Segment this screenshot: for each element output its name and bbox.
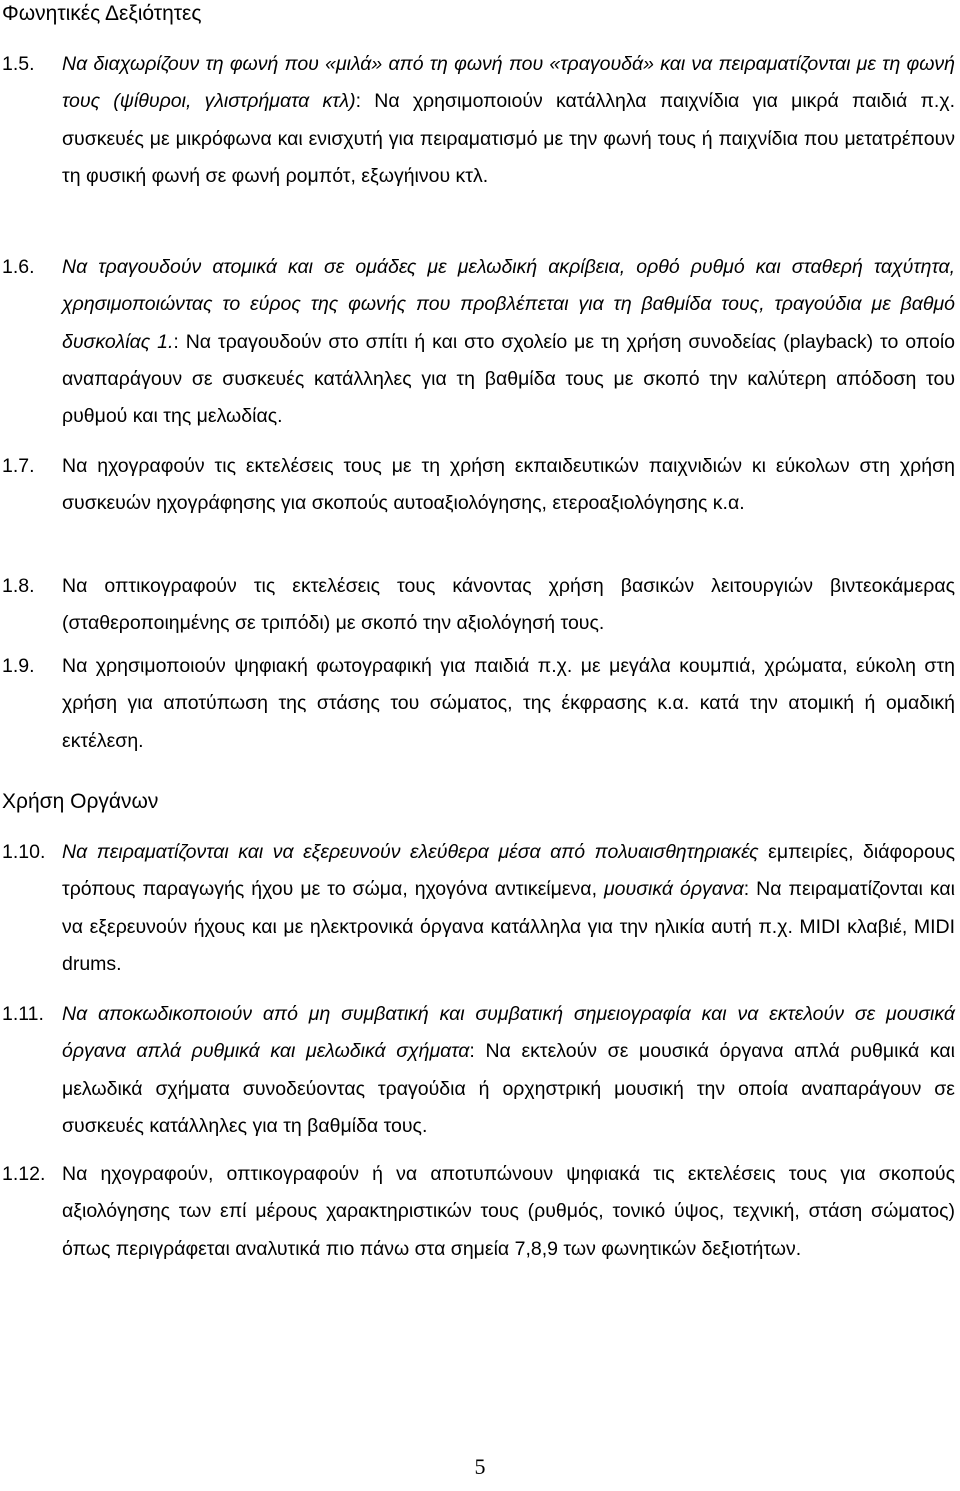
item-objective: Να αποκωδικοποιούν από μη συμβατική και συμβατική σημειογραφία και να εκτελούν σε μουσικά όργανα απλά ρυθμικά και μελωδικά σχήματα [62, 1003, 955, 1063]
item-activity: εμπειρίες, διάφορους τρόπους παραγωγής ήχου με το σώμα, ηχογόνα αντικείμενα, [62, 841, 955, 901]
item-objective: Να τραγουδούν ατομικά και σε ομάδες με μελωδική ακρίβεια, ορθό ρυθμό και σταθερή ταχύτητα, χρησιμοποιώντας το εύρος της φωνής που προβλέπεται για τη βαθμίδα τους, τραγούδια με βαθμό δυσκολίας 1. [62, 256, 955, 353]
page-number: 5 [474, 1454, 486, 1479]
list-item-1-8 [0, 568, 960, 643]
item-number: 1.8. [2, 575, 35, 597]
item-number: 1.11. [2, 1003, 44, 1025]
item-objective: Να διαχωρίζουν τη φωνή που «μιλά» από τη φωνή που «τραγουδά» και να πειραματίζονται με τη φωνή τους (ψίθυροι, γλιστρήματα κτλ) [62, 53, 955, 113]
item-text [62, 648, 955, 760]
list-item-1-9 [0, 648, 960, 760]
list-item-1-11 [0, 996, 960, 1145]
item-text [62, 46, 955, 195]
list-item-1-10 [0, 834, 960, 983]
item-number: 1.6. [2, 256, 35, 278]
item-activity: : Να εκτελούν σε μουσικά όργανα απλά ρυθμικά και μελωδικά σχήματα συνοδεύοντας τραγούδια ή ορχηστρική μουσική την οποία αναπαράγουν σε συσκευές κατάλληλες για τη βαθμίδα τους. [62, 1040, 955, 1137]
item-text [62, 996, 955, 1145]
item-text [62, 1156, 955, 1268]
item-activity: : Να τραγουδούν στο σπίτι ή και στο σχολείο με τη χρήση συνοδείας (playback) το οποίο αναπαράγουν σε συσκευές κατάλληλες για τη βαθμίδα τους με σκοπό την καλύτερη απόδοση του ρυθμού και της μελωδίας. [62, 330, 955, 428]
item-text [62, 249, 955, 435]
item-objective-cont: μουσικά όργανα [596, 878, 744, 901]
item-text [62, 568, 955, 643]
item-activity: Να ηχογραφούν τις εκτελέσεις τους με τη χρήση εκπαιδευτικών παιχνιδιών κι εύκολων στη χρήση συσκευών ηχογράφησης για σκοπούς αυτοαξιολόγησης, ετεροαξιολόγησης κ.α. [62, 455, 955, 515]
item-number: 1.10. [2, 841, 46, 863]
item-text [62, 834, 955, 983]
item-text [62, 448, 955, 523]
item-objective: Να πειραματίζονται και να εξερευνούν ελεύθερα μέσα από πολυαισθητηριακές [62, 841, 759, 863]
list-item-1-7 [0, 448, 960, 523]
item-number: 1.12. [2, 1163, 46, 1185]
section-heading-vocal-skills: Φωνητικές Δεξιότητες [2, 2, 202, 25]
item-activity: Να χρησιμοποιούν ψηφιακή φωτογραφική για παιδιά π.χ. με μεγάλα κουμπιά, χρώματα, εύκολη στη χρήση για αποτύπωση της στάσης του σώματος, της έκφρασης κ.α. κατά την ατομική ή ομαδική εκτέλεση. [62, 655, 955, 752]
item-number: 1.9. [2, 655, 35, 677]
item-number: 1.5. [2, 53, 35, 75]
item-activity: Να οπτικογραφούν τις εκτελέσεις τους κάνοντας χρήση βασικών λειτουργιών βιντεοκάμερας (σταθεροποιημένης σε τριπόδι) με σκοπό την αξιολόγησή τους. [62, 575, 955, 635]
item-activity: : Να χρησιμοποιούν κατάλληλα παιχνίδια για μικρά παιδιά π.χ. συσκευές με μικρόφωνα και ενισχυτή για πειραματισμό με την φωνή τους ή παιχνίδια που μετατρέπουν τη φυσική φωνή σε φωνή ρομπότ, εξωγήινου κτλ. [62, 90, 955, 187]
list-item-1-6 [0, 249, 960, 435]
section-heading-instruments: Χρήση Οργάνων [2, 790, 159, 813]
item-activity: Να ηχογραφούν, οπτικογραφούν ή να αποτυπώνουν ψηφιακά τις εκτελέσεις τους για σκοπούς αξιολόγησης των επί μέρους χαρακτηριστικών τους (ρυθμός, τονικό ύψος, τεχνική, στάση σώματος) όπως περιγράφεται αναλυτικά πιο πάνω στα σημεία 7,8,9 των φωνητικών δεξιοτήτων. [62, 1163, 955, 1260]
list-item-1-12 [0, 1156, 960, 1268]
item-activity-cont: : Να πειραματίζονται και να εξερευνούν ήχους και με ηλεκτρονικά όργανα κατάλληλα για την ηλικία αυτή π.χ. MIDI κλαβιέ, MIDI drums. [62, 878, 955, 975]
list-item-1-5 [0, 46, 960, 195]
item-number: 1.7. [2, 455, 35, 477]
